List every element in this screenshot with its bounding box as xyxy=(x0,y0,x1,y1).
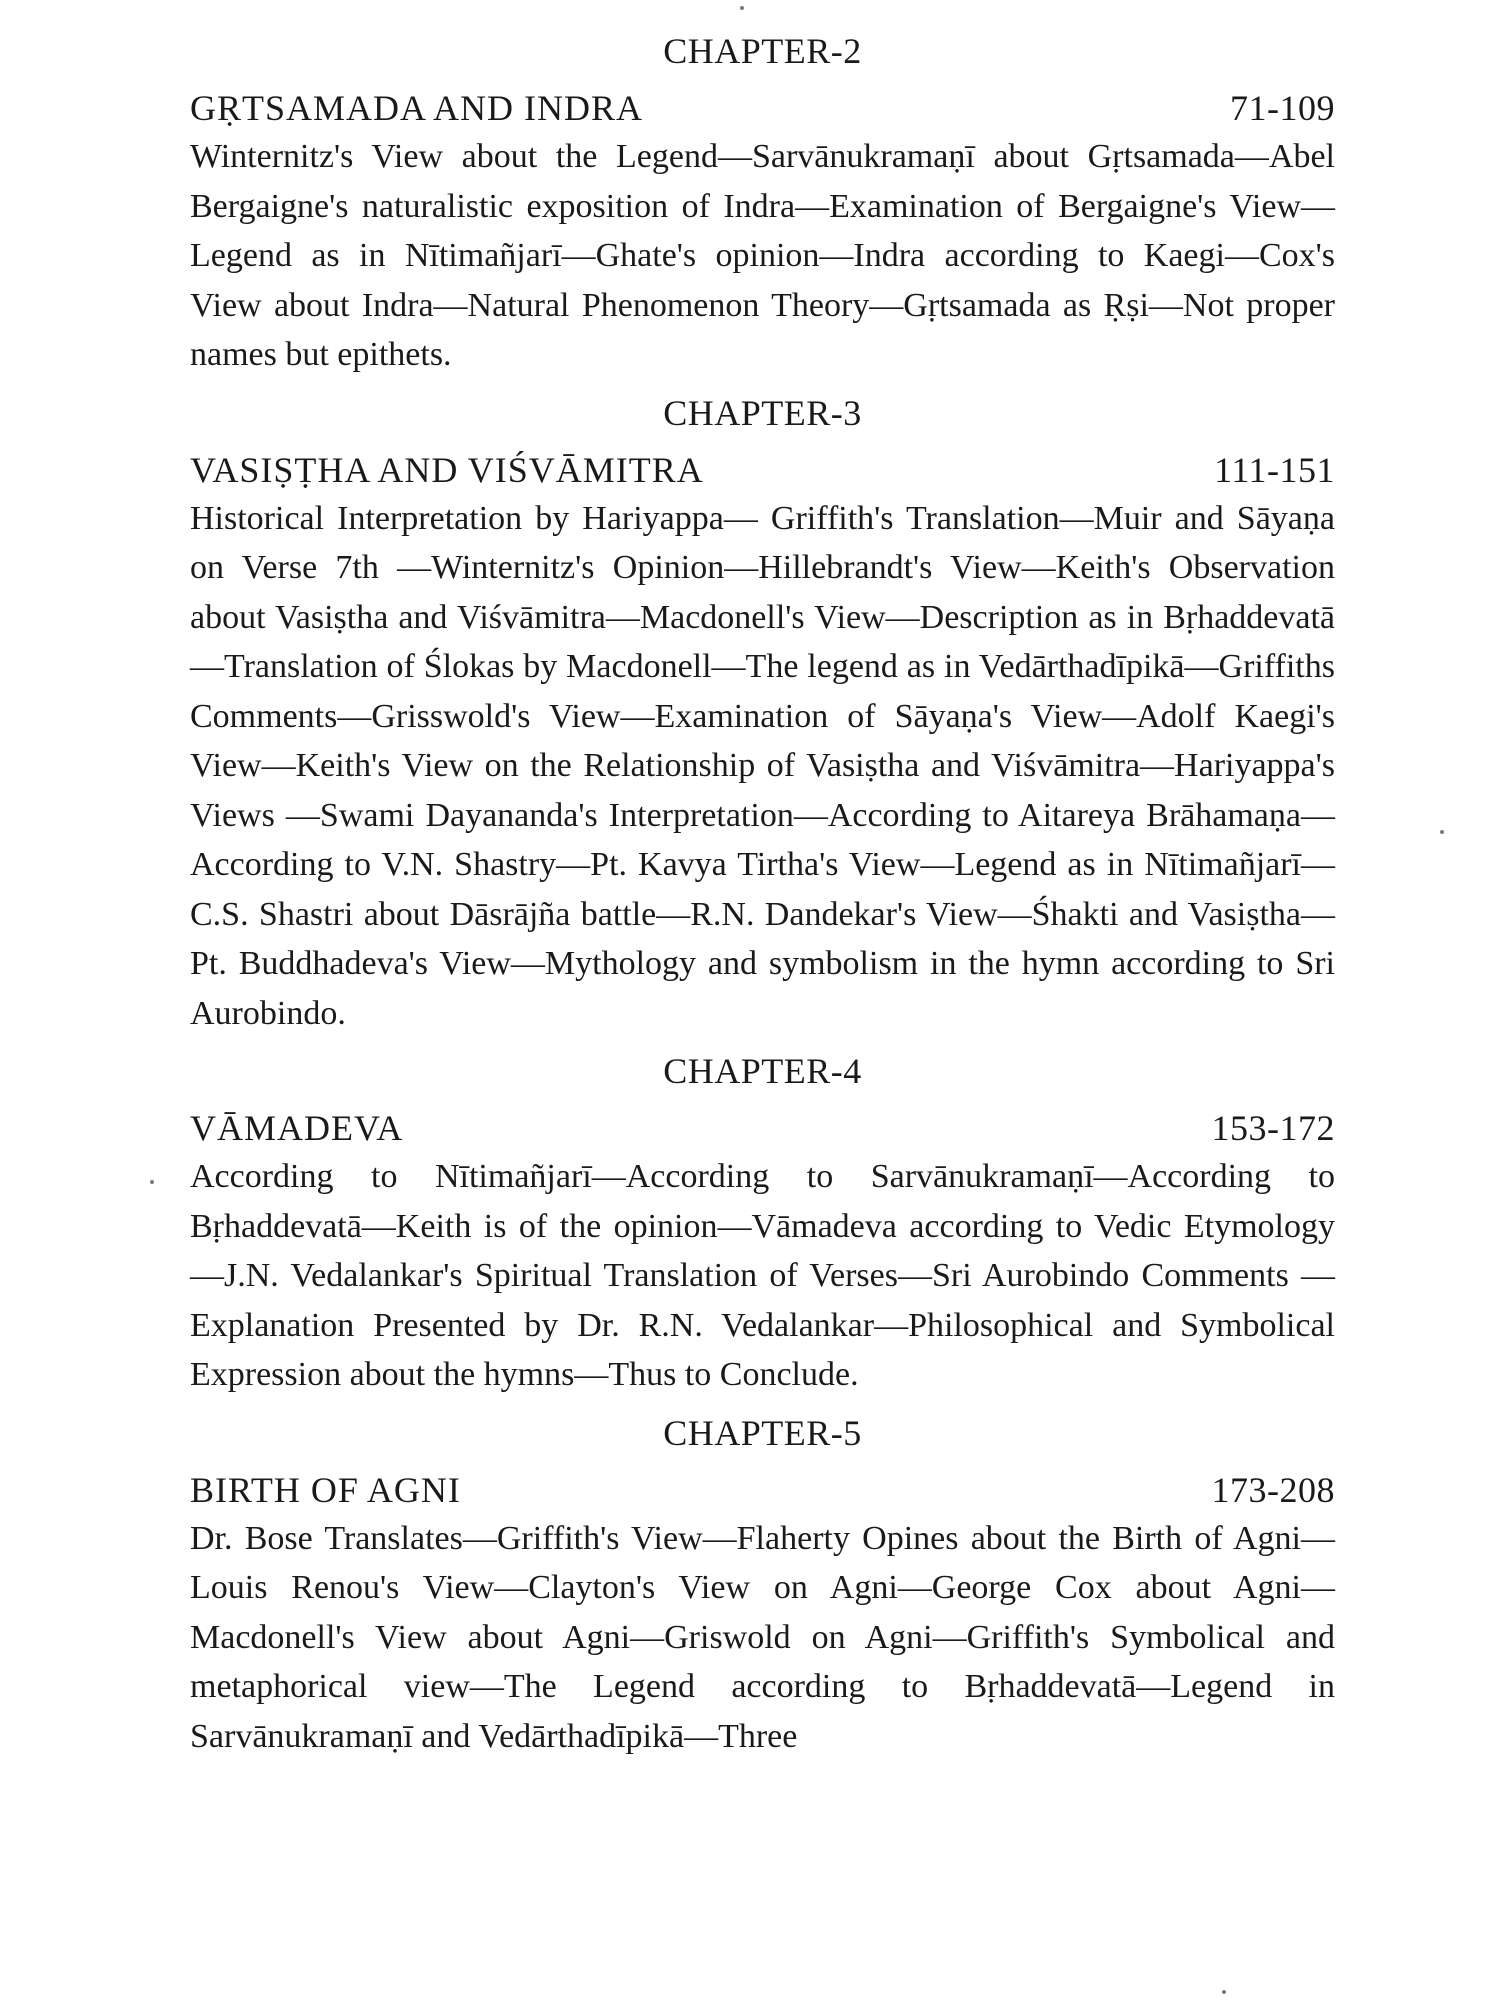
page-range: 173-208 xyxy=(1211,1469,1335,1510)
table-of-contents-page xyxy=(190,28,1335,1771)
chapter-heading: CHAPTER-3 xyxy=(663,392,862,433)
chapter-title-row xyxy=(190,1466,1335,1514)
chapter-title-row xyxy=(190,446,1335,494)
page-range: 71-109 xyxy=(1230,88,1335,128)
page-range: 153-172 xyxy=(1211,1108,1335,1148)
chapter-title: VĀMADEVA xyxy=(190,1108,404,1148)
chapter-heading: CHAPTER-4 xyxy=(663,1051,862,1091)
chapter-heading: CHAPTER-2 xyxy=(663,31,862,71)
scan-speck xyxy=(740,6,744,10)
chapter-summary: Dr. Bose Translates—Griffith's View—Flaherty Opines about the Birth of Agni—Louis Renou's View—Clayton's View on Agni—George Cox about Agni—Macdonell's View about Agni—Griswold on Agni—Griffith's Symbolical and metaphorical view—The Legend according to Bṛhaddevatā—Legend in Sarvānukramaṇī and Vedārthadīpikā—Three xyxy=(190,1519,1335,1755)
chapter-summary: Winternitz's View about the Legend—Sarvānukramaṇī about Gṛtsamada—Abel Bergaigne's naturalistic exposition of Indra—Examination of Bergaigne's View—Legend as in Nītimañjarī—Ghate's opinion—Indra according to Kaegi—Cox's View about Indra—Natural Phenomenon Theory—Gṛtsamada as Ṛṣi—Not proper names but epithets. xyxy=(190,138,1335,373)
chapter-5-entry xyxy=(190,1410,1335,1762)
scan-speck xyxy=(150,1180,154,1184)
scan-speck xyxy=(1222,1990,1226,1994)
scan-speck xyxy=(1440,830,1444,834)
chapter-summary: Historical Interpretation by Hariyappa— Griffith's Translation—Muir and Sāyaṇa on Verse 7th —Winternitz's Opinion—Hillebrandt's View—Keith's Observation about Vasiṣtha and Viśvāmitra—Macdonell's View—Description as in Bṛhaddevatā—Translation of Ślokas by Macdonell—The legend as in Vedārthadīpikā—Griffiths Comments—Grisswold's View—Examination of Sāyaṇa's View—Adolf Kaegi's View—Keith's View on the Relationship of Vasiṣtha and Viśvāmitra—Hariyappa's Views —Swami Dayananda's Interpretation—According to Aitareya Brāhamaṇa—According to V.N. Shastry—Pt. Kavya Tirtha's View—Legend as in Nītimañjarī—C.S. Shastri about Dāsrājña battle—R.N. Dandekar's View—Śhakti and Vasiṣtha—Pt. Buddhadeva's View—Mythology and symbolism in the hymn according to Sri Aurobindo. xyxy=(190,499,1335,1032)
chapter-title: BIRTH OF AGNI xyxy=(190,1469,461,1510)
chapter-title: GṚTSAMADA AND INDRA xyxy=(190,88,644,128)
chapter-title-row xyxy=(190,84,1335,132)
chapter-heading: CHAPTER-5 xyxy=(663,1412,862,1453)
chapter-4-entry xyxy=(190,1048,1335,1400)
chapter-title-row xyxy=(190,1104,1335,1152)
chapter-2-entry xyxy=(190,28,1335,380)
page-range: 111-151 xyxy=(1214,449,1335,490)
chapter-summary: According to Nītimañjarī—According to Sarvānukramaṇī—According to Bṛhaddevatā—Keith is of the opinion—Vāmadeva according to Vedic Etymology—J.N. Vedalankar's Spiritual Translation of Verses—Sri Aurobindo Comments —Explanation Presented by Dr. R.N. Vedalankar—Philosophical and Symbolical Expression about the hymns—Thus to Conclude. xyxy=(190,1158,1335,1393)
chapter-3-entry xyxy=(190,390,1335,1039)
chapter-title: VASIṢṬHA AND VIŚVĀMITRA xyxy=(190,449,704,490)
